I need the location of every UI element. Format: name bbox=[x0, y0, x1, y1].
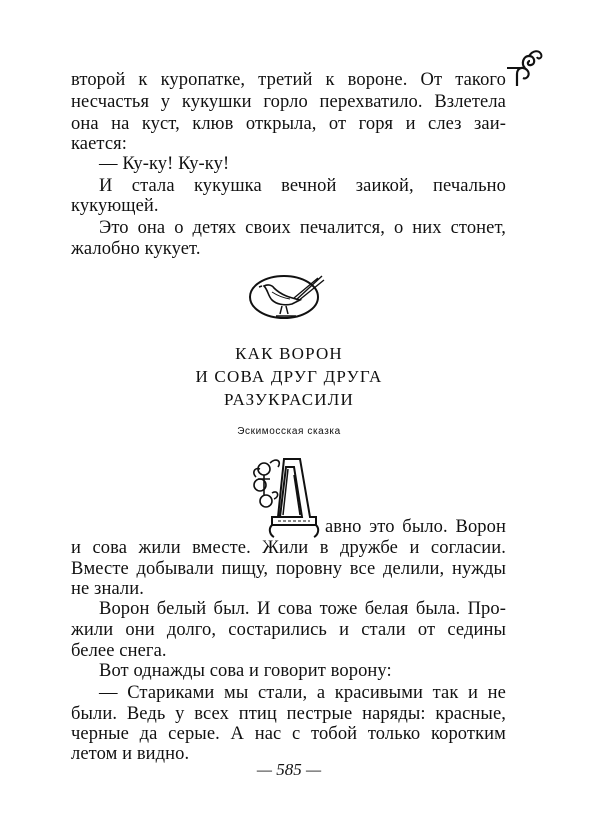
story-title-line: РАЗУКРАСИЛИ bbox=[224, 390, 354, 409]
text-line: несчастья у кукушки горло перехватило. Взлетела bbox=[71, 92, 506, 112]
ornamental-drop-cap-icon bbox=[250, 455, 324, 539]
text-line: не знали. bbox=[71, 579, 144, 599]
text-line: — Ку-ку! Ку-ку! bbox=[99, 154, 230, 174]
text-line: — Стариками мы стали, а красивыми так и не bbox=[99, 683, 506, 703]
page-number: — 585 — bbox=[256, 760, 322, 779]
text-line: Это она о детях своих печалится, о них стонет, bbox=[99, 218, 506, 238]
text-line: жили они долго, состарились и стали от седины bbox=[71, 620, 506, 640]
text-line: и сова жили вместе. Жили в дружбе и согласии. bbox=[71, 538, 506, 558]
text-line: белее снега. bbox=[71, 641, 167, 661]
bird-vignette-icon bbox=[248, 272, 328, 322]
text-line: черные да серые. А нас с тобой только коротким bbox=[71, 724, 506, 744]
text-line: И стала кукушка вечной заикой, печально bbox=[99, 176, 506, 196]
text-line: Вместе добывали пищу, поровну все делили, нужды bbox=[71, 559, 506, 579]
text-line: кукующей. bbox=[71, 196, 159, 216]
story-subtitle: Эскимосская сказка bbox=[237, 426, 341, 437]
text-line: Вот однажды сова и говорит ворону: bbox=[99, 661, 392, 681]
story-title-line: КАК ВОРОН bbox=[235, 344, 343, 363]
text-line: жалобно кукует. bbox=[71, 239, 201, 259]
text-line: она на куст, клюв открыла, от горя и слез заи- bbox=[71, 114, 506, 134]
text-line: кается: bbox=[71, 134, 128, 154]
text-line: были. Ведь у всех птиц пестрые наряды: красные, bbox=[71, 704, 506, 724]
text-line: второй к куропатке, третий к вороне. От такого bbox=[71, 70, 506, 90]
text-line: Ворон белый был. И сова тоже белая была. Про- bbox=[99, 599, 506, 619]
story-title-line: И СОВА ДРУГ ДРУГА bbox=[195, 367, 383, 386]
text-line: летом и видно. bbox=[71, 744, 190, 764]
corner-flourish-icon bbox=[503, 44, 547, 88]
text-line: авно это было. Ворон bbox=[325, 517, 506, 537]
